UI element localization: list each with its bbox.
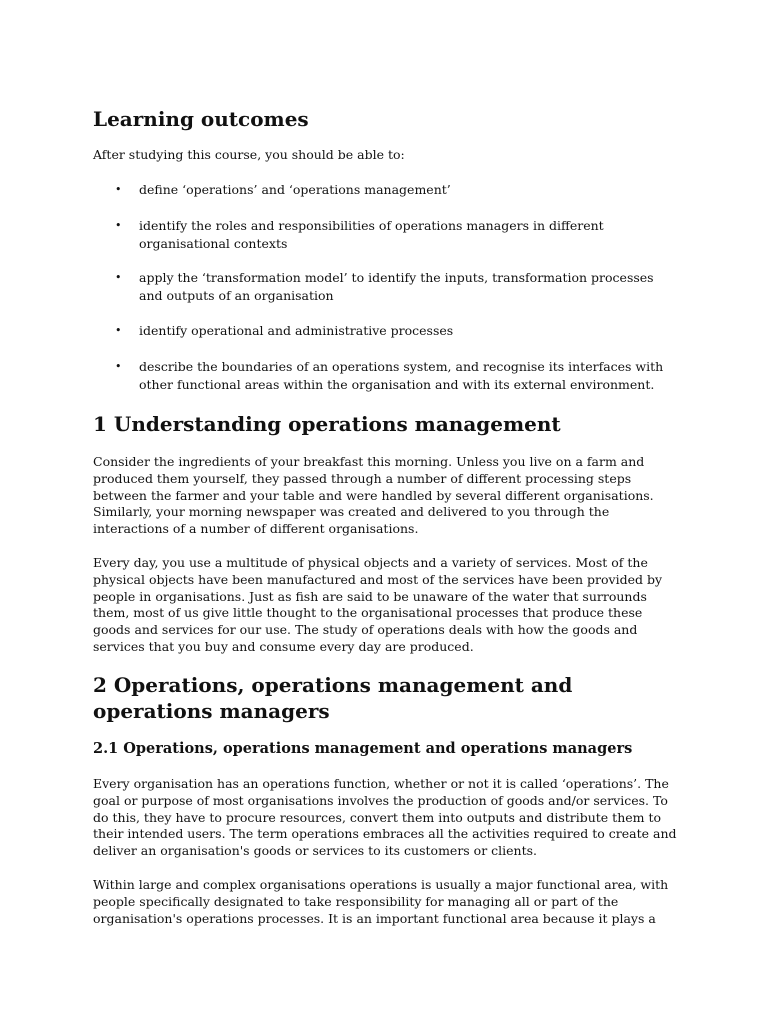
- list-item-text: apply the ‘transformation model’ to identify the inputs, transformation processes and outputs of an organisation: [139, 270, 654, 303]
- section-2-heading: 2 Operations, operations management and operations managers: [93, 673, 573, 723]
- list-item-text: identify the roles and responsibilities of operations managers in different organisational contexts: [139, 218, 604, 251]
- bullet-icon: •: [115, 271, 122, 284]
- section-2-paragraph: Within large and complex organisations operations is usually a major functional area, with people specifically designated to take responsibility for managing all or part of the organisation's operations processes. It is an important functional area because it plays a: [93, 877, 669, 926]
- list-item-text: describe the boundaries of an operations system, and recognise its interfaces with other functional areas within the organisation and with its external environment.: [139, 359, 664, 392]
- section-1-paragraph: Every day, you use a multitude of physical objects and a variety of services. Most of the physical objects have been manufactured and most of the services have been provided by people in organisations. Just as fish are said to be unaware of the water that surrounds them, most of us give little thought to the organisational processes that produce these goods and services for our use. The study of operations deals with how the goods and services that you buy and consume every day are produced.: [93, 555, 663, 654]
- section-1-paragraph: Consider the ingredients of your breakfast this morning. Unless you live on a farm and produced them yourself, they passed through a number of different processing steps between the farmer and your table and were handled by several different organisations. Similarly, your morning newspaper was created and delivered to you through the interactions of a number of different organisations.: [93, 454, 654, 537]
- bullet-icon: •: [115, 360, 122, 373]
- list-item-text: identify operational and administrative processes: [139, 323, 454, 338]
- learning-outcomes-heading: Learning outcomes: [93, 107, 309, 131]
- learning-outcomes-intro: After studying this course, you should be able to:: [93, 147, 405, 162]
- section-1-heading: 1 Understanding operations management: [93, 412, 561, 436]
- bullet-icon: •: [115, 219, 122, 232]
- section-2-1-subheading: 2.1 Operations, operations management and operations managers: [93, 740, 633, 757]
- bullet-icon: •: [115, 324, 122, 337]
- bullet-icon: •: [115, 183, 122, 196]
- list-item-text: define ‘operations’ and ‘operations management’: [139, 182, 451, 197]
- section-2-paragraph: Every organisation has an operations function, whether or not it is called ‘operations’. The goal or purpose of most organisations involves the production of goods and/or services. To do this, they have to procure resources, convert them into outputs and distribute them to their intended users. The term operations embraces all the activities required to create and deliver an organisation's goods or services to its customers or clients.: [93, 776, 677, 859]
